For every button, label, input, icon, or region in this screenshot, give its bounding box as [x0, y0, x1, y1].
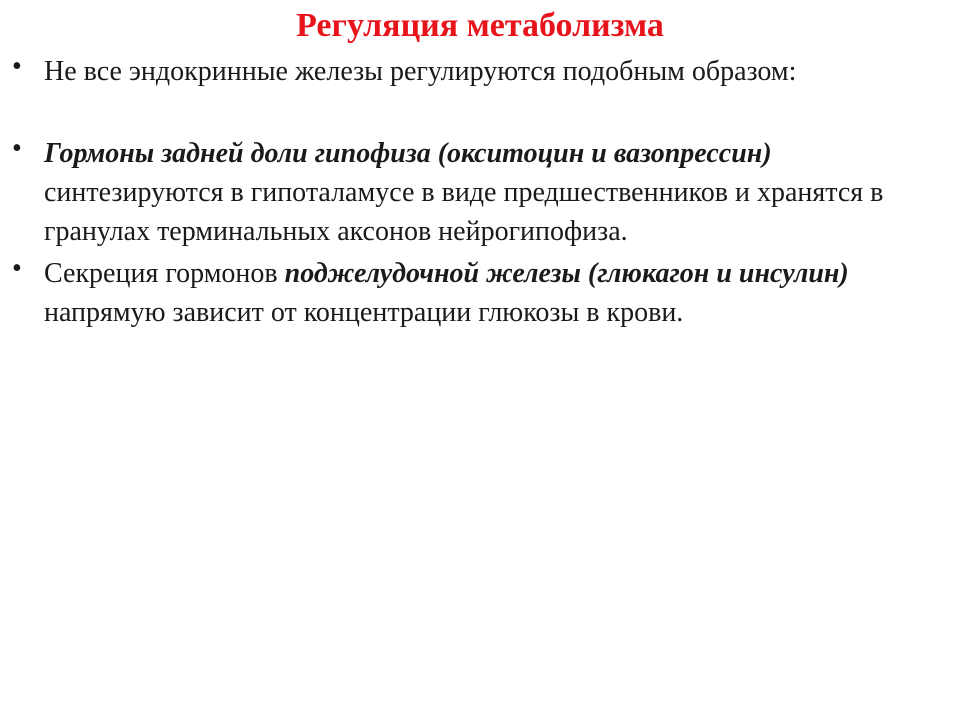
slide-title: Регуляция метаболизма	[296, 7, 664, 44]
bullet-item-pancreas	[0, 254, 960, 332]
bullet-emphasis: Гормоны задней доли гипофиза (окситоцин и вазопрессин)	[44, 138, 772, 169]
bullet-list	[0, 52, 960, 332]
bullet-emphasis: поджелудочной железы (глюкагон и инсулин)	[284, 258, 849, 289]
bullet-text: напрямую зависит от концентрации глюкозы в крови.	[44, 297, 684, 328]
bullet-marker: •	[12, 133, 22, 164]
bullet-item-endocrine-glands	[0, 52, 960, 91]
bullet-lead: Секреция гормонов	[44, 258, 285, 289]
bullet-item-posterior-pituitary	[0, 134, 960, 251]
bullet-text: синтезируются в гипоталамусе в виде предшественников и хранятся в гранулах терминальных аксонов нейрогипофиза.	[44, 177, 884, 247]
bullet-marker: •	[12, 253, 22, 284]
bullet-text: Не все эндокринные железы регулируются подобным образом:	[44, 56, 797, 87]
bullet-marker: •	[12, 51, 22, 82]
